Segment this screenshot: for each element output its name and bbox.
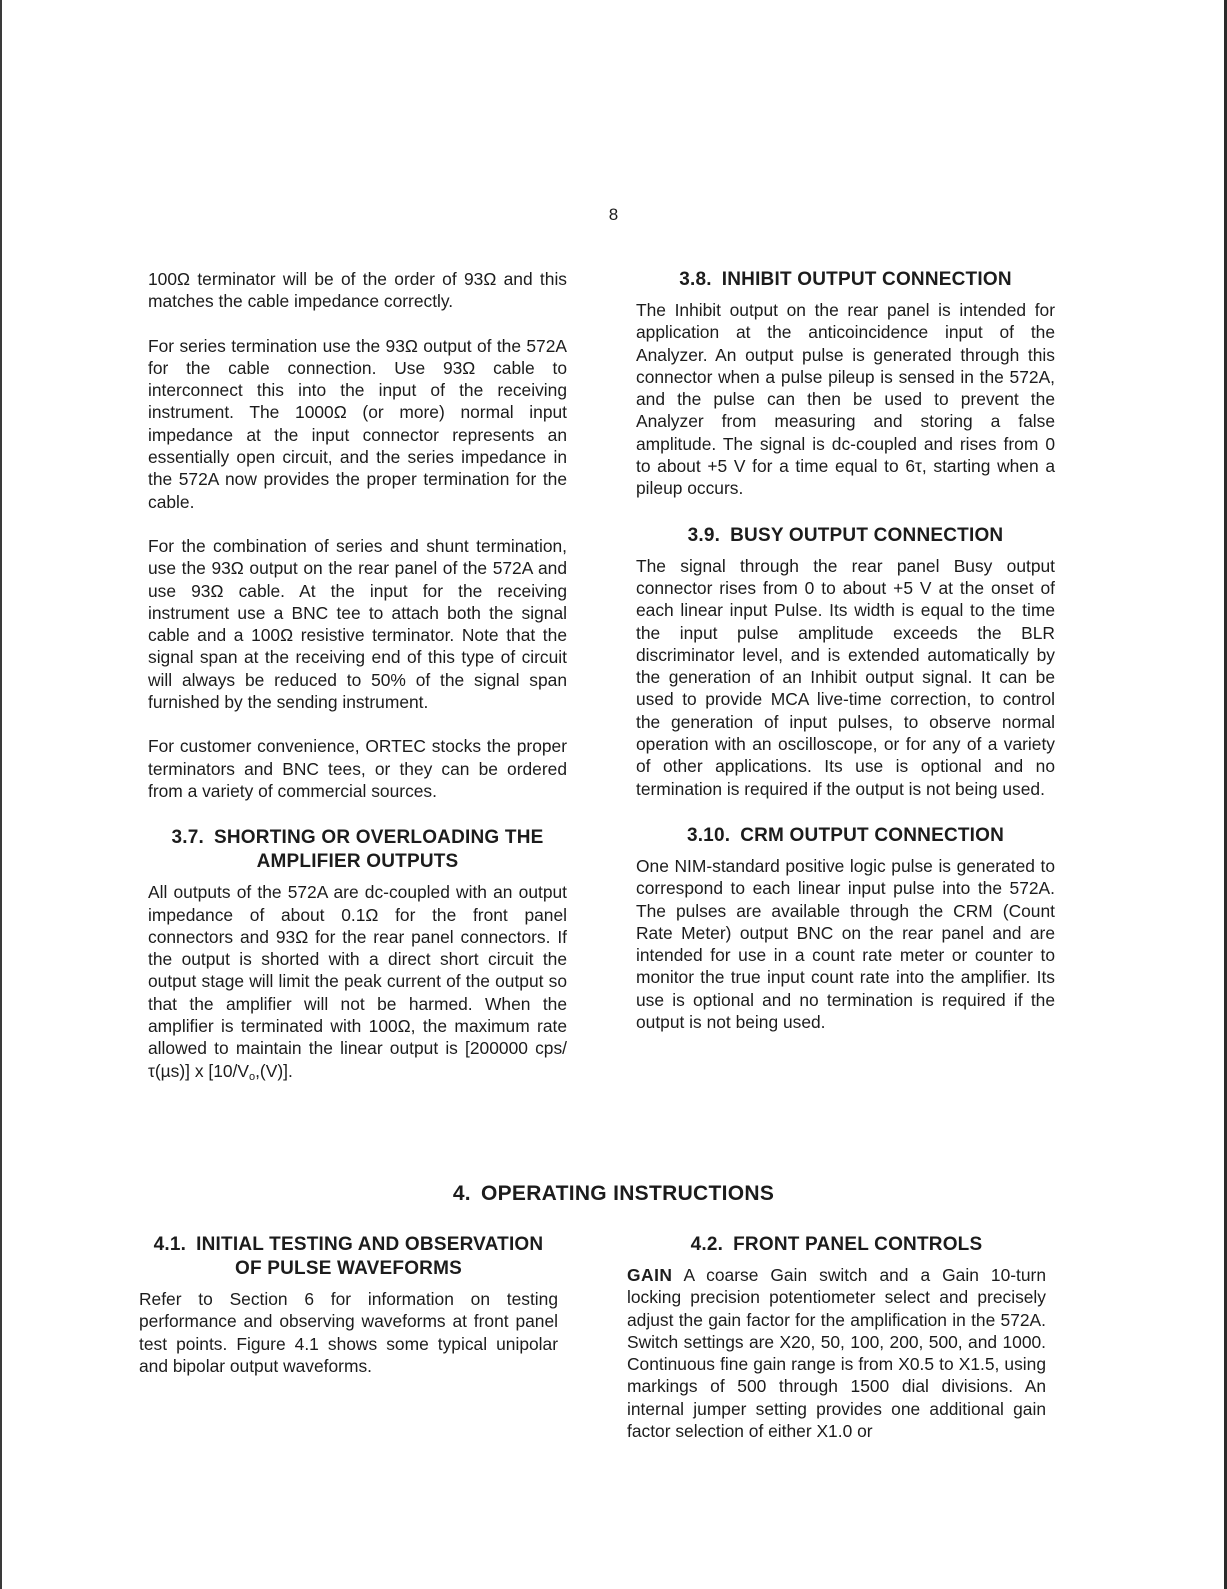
paragraph-terminator: 100Ω terminator will be of the order of 93Ω and this matches the cable impedance correctly.: [148, 269, 567, 312]
section-title: CRM OUTPUT CONNECTION: [740, 824, 1005, 846]
section-title: INHIBIT OUTPUT CONNECTION: [721, 269, 1012, 290]
section-title: INITIAL TESTING AND OBSERVATION OF PULSE WAVEFORMS: [196, 1234, 544, 1279]
section-number: 4.1.: [153, 1234, 187, 1255]
section-title: FRONT PANEL CONTROLS: [733, 1234, 983, 1255]
section-title: SHORTING OR OVERLOADING THE AMPLIFIER OUTPUTS: [214, 827, 544, 873]
page-number: 8: [608, 205, 619, 224]
section-heading-3-7: [148, 826, 567, 874]
left-column: [148, 268, 567, 1082]
subscript: o: [248, 1070, 256, 1083]
paragraph-shorting-outputs: [148, 881, 567, 1082]
chapter-heading-4: [0, 1182, 1227, 1206]
right-column-lower: [627, 1233, 1046, 1442]
chapter-number: 4.: [452, 1182, 471, 1205]
section-number: 3.9.: [687, 524, 721, 546]
section-title: BUSY OUTPUT CONNECTION: [730, 524, 1004, 546]
paragraph-busy-output: The signal through the rear panel Busy output connector rises from 0 to about +5 V at the onset of each linear input Pulse. Its width is equal to the time the input pulse amplitude exceeds the BLR discriminator level, and is extended automatically by the generation of an Inhibit output signal. It can be used to provide MCA live-time correction, to control the generation of input pulses, to observe normal operation with an oscilloscope, or for any of a variety of other applications. Its use is optional and no termination is required if the output is not being used.: [636, 555, 1055, 799]
gain-label: GAIN: [627, 1265, 673, 1285]
section-heading-4-2: [627, 1233, 1046, 1257]
section-heading-3-8: [636, 268, 1055, 292]
left-column-lower: [139, 1233, 558, 1377]
paragraph-initial-testing: Refer to Section 6 for information on testing performance and observing waveforms at front panel test points. Figure 4.1 shows some typical unipolar and bipolar output waveforms.: [139, 1289, 558, 1376]
paragraph-text-end: ,(V)].: [255, 1060, 293, 1081]
section-heading-3-9: [636, 524, 1055, 548]
section-number: 4.2.: [690, 1234, 724, 1255]
paragraph-customer-convenience: For customer convenience, ORTEC stocks the proper terminators and BNC tees, or they can be ordered from a variety of commercial sources.: [148, 736, 567, 801]
paragraph-text: All outputs of the 572A are dc-coupled with an output impedance of about 0.1Ω for the front panel connectors and 93Ω for the rear panel connectors. If the output is shorted with a direct short circuit the output stage will limit the peak current of the output so that the amplifier will not be harmed. When the amplifier is terminated with 100Ω, the maximum rate allowed to maintain the linear output is [200000 cps/τ(µs)] x [10/V: [148, 882, 567, 1081]
section-number: 3.10.: [686, 824, 731, 846]
paragraph-combination-termination: For the combination of series and shunt termination, use the 93Ω output on the rear panel of the 572A and use 93Ω cable. At the input for the receiving instrument use a BNC tee to attach both the signal cable and a 100Ω resistive terminator. Note that the signal span at the receiving end of this type of circuit will always be reduced to 50% of the signal span furnished by the sending instrument.: [148, 535, 567, 713]
scan-edge-left: [0, 0, 2, 1589]
section-number: 3.8.: [679, 269, 712, 290]
right-column: [636, 268, 1055, 1033]
paragraph-gain-control: [627, 1264, 1046, 1442]
paragraph-inhibit-output: The Inhibit output on the rear panel is intended for application at the anticoincidence input of the Analyzer. An output pulse is generated through this connector when a pulse pileup is sensed in the 572A, and the pulse can then be used to prevent the Analyzer from measuring and storing a false amplitude. The signal is dc-coupled and rises from 0 to about +5 V for a time equal to 6τ, starting when a pileup occurs.: [636, 300, 1055, 499]
section-heading-4-1: [139, 1233, 558, 1281]
paragraph-crm-output: One NIM-standard positive logic pulse is generated to correspond to each linear input pulse into the 572A. The pulses are available through the CRM (Count Rate Meter) output BNC on the rear panel and are intended for use in a count rate meter or counter to monitor the true input count rate into the amplifier. Its use is optional and no termination is required if the output is not being used.: [636, 855, 1055, 1033]
section-number: 3.7.: [171, 827, 205, 849]
paragraph-text: A coarse Gain switch and a Gain 10-turn locking precision potentiometer select and precisely adjust the gain factor for the amplification in the 572A. Switch settings are X20, 50, 100, 200, 500, and 1000. Continuous fine gain range is from X0.5 to X1.5, using markings of 500 through 1500 dial divisions. An internal jumper setting provides one additional gain factor selection of either X1.0 or: [627, 1265, 1046, 1442]
section-heading-3-10: [636, 824, 1055, 848]
chapter-title: OPERATING INSTRUCTIONS: [480, 1182, 775, 1205]
paragraph-series-termination: For series termination use the 93Ω output of the 572A for the cable connection. Use 93Ω cable to interconnect this into the input of the receiving instrument. The 1000Ω (or more) normal input impedance at the input connector represents an essentially open circuit, and the series impedance in the 572A now provides the proper termination for the cable.: [148, 335, 567, 512]
